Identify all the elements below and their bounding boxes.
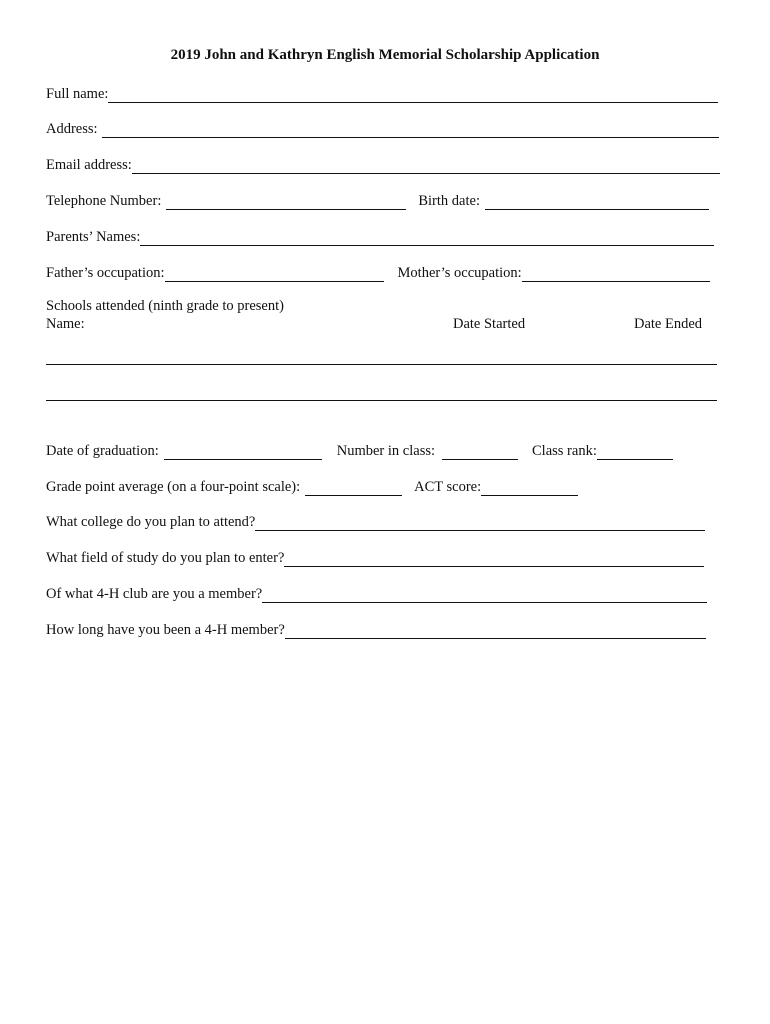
fathers-occupation-field[interactable] <box>165 266 384 282</box>
school-entry-line-1[interactable] <box>46 364 717 365</box>
telephone-birth-row <box>46 190 709 210</box>
full-name-field[interactable] <box>108 87 718 103</box>
form-title: 2019 John and Kathryn English Memorial Scholarship Application <box>170 47 600 63</box>
mothers-occupation-field[interactable] <box>522 266 710 282</box>
schools-heading: Schools attended (ninth grade to present) <box>46 298 284 314</box>
graduation-field[interactable] <box>164 444 322 460</box>
telephone-label: Telephone Number: <box>46 193 162 209</box>
parents-names-label: Parents’ Names: <box>46 229 141 245</box>
membership-field[interactable] <box>285 623 706 639</box>
college-field[interactable] <box>255 515 705 531</box>
field-of-study-label: What field of study do you plan to enter? <box>46 550 285 566</box>
schools-date-started-column: Date Started <box>453 316 526 332</box>
class-rank-field[interactable] <box>597 444 673 460</box>
class-rank-label: Class rank: <box>532 443 597 459</box>
membership-row <box>46 619 706 639</box>
email-field[interactable] <box>132 158 720 174</box>
address-label: Address: <box>46 121 98 137</box>
school-entry-line-2[interactable] <box>46 400 717 401</box>
full-name-row <box>46 83 718 103</box>
full-name-label: Full name: <box>46 86 109 102</box>
gpa-label: Grade point average (on a four-point scale): <box>46 479 301 495</box>
graduation-row <box>46 440 673 460</box>
schools-name-column: Name: <box>46 316 85 332</box>
club-field[interactable] <box>262 587 707 603</box>
mothers-occupation-label: Mother’s occupation: <box>397 265 522 281</box>
address-row <box>46 118 719 138</box>
schools-date-ended-column: Date Ended <box>634 316 703 332</box>
field-of-study-field[interactable] <box>284 551 704 567</box>
gpa-field[interactable] <box>305 480 402 496</box>
number-in-class-field[interactable] <box>442 444 518 460</box>
field-of-study-row <box>46 547 704 567</box>
gpa-act-row <box>46 476 578 496</box>
college-row <box>46 511 705 531</box>
club-label: Of what 4-H club are you a member? <box>46 586 263 602</box>
number-in-class-label: Number in class: <box>336 443 436 459</box>
parents-row <box>46 226 714 246</box>
address-field[interactable] <box>102 122 719 138</box>
fathers-occupation-label: Father’s occupation: <box>46 265 165 281</box>
graduation-label: Date of graduation: <box>46 443 159 459</box>
email-label: Email address: <box>46 157 132 173</box>
club-row <box>46 583 707 603</box>
membership-label: How long have you been a 4-H member? <box>46 622 285 638</box>
email-row <box>46 154 720 174</box>
birth-date-label: Birth date: <box>418 193 480 209</box>
parents-names-field[interactable] <box>140 230 714 246</box>
act-score-label: ACT score: <box>414 479 482 495</box>
telephone-field[interactable] <box>166 194 406 210</box>
act-score-field[interactable] <box>481 480 578 496</box>
college-label: What college do you plan to attend? <box>46 514 256 530</box>
occupations-row <box>46 262 710 282</box>
birth-date-field[interactable] <box>485 194 709 210</box>
